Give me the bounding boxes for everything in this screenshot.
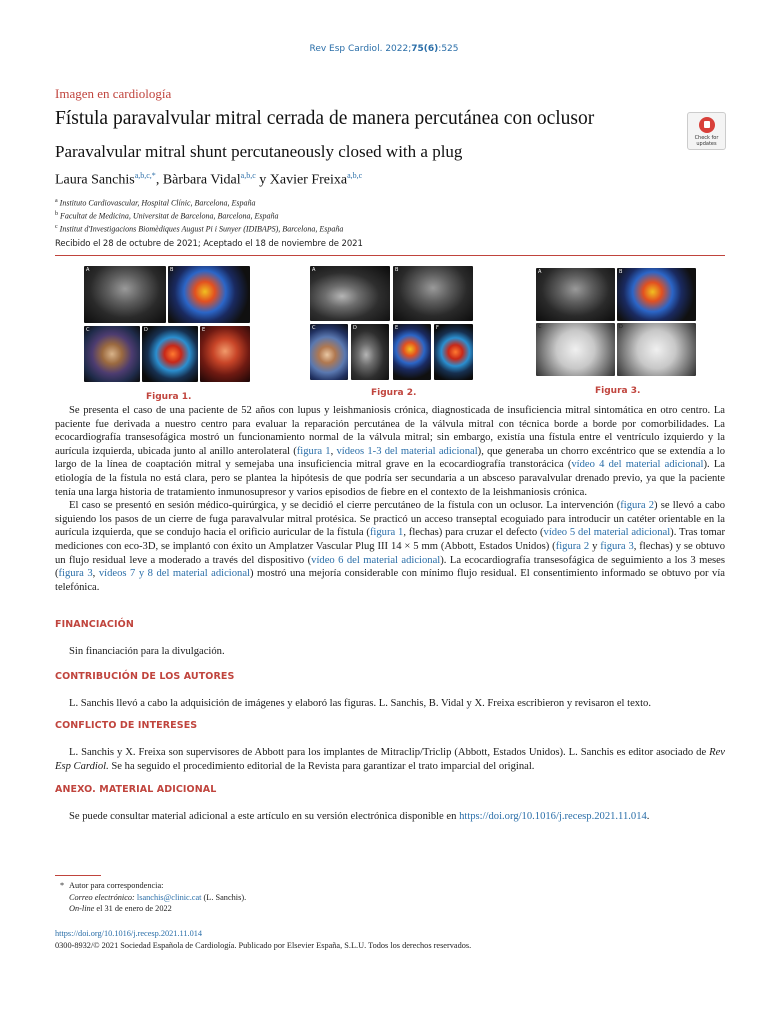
- figure-link[interactable]: figura 1: [296, 445, 331, 457]
- panel-letter: B: [170, 267, 174, 273]
- online-date: el 31 de enero de 2022: [94, 904, 172, 914]
- body-text-run: ), que generaba un chorro excéntrico que se extendía a lo largo de la línea de coaptación mitral y semejaba una insuficiencia mitral grave en la ecocardiografía transtorácica (: [55, 445, 725, 471]
- journal-name-italic: Rev Esp Cardiol.: [55, 747, 725, 772]
- author-affil-sup[interactable]: a,b,c: [240, 171, 256, 180]
- author-separator: ,: [155, 172, 163, 188]
- online-label: On-line: [69, 904, 95, 914]
- figure-link[interactable]: figura 3: [58, 568, 93, 580]
- body-paragraph-1: [55, 404, 725, 499]
- financiacion-text: Sin financiación para la divulgación.: [69, 646, 225, 657]
- author-separator: y: [255, 172, 270, 188]
- author-name: Bàrbara Vidal: [162, 172, 241, 188]
- author-name: Laura Sanchis: [55, 172, 135, 188]
- panel-letter: B: [619, 269, 623, 275]
- conflicto-text-run: L. Sanchis y X. Freixa son supervisores de Abbott para los implantes de Mitraclip/Triclip (Abbott, Estados Unidos). L. Sanchis es editor asociado de: [69, 747, 710, 758]
- panel-letter: D: [144, 327, 148, 333]
- figure-panel-doppler: [617, 268, 696, 321]
- anexo-text: [55, 810, 725, 824]
- footnote-star: *: [60, 881, 65, 890]
- panel-letter: F: [436, 325, 439, 331]
- figure-panel-echo: [393, 266, 473, 321]
- journal-issue: (6): [423, 44, 439, 54]
- figure-3[interactable]: [536, 268, 696, 376]
- footnote-divider: [55, 875, 101, 876]
- video-link[interactable]: vídeos 1-3 del material adicional: [336, 445, 478, 457]
- author-name: Xavier Freixa: [269, 172, 348, 188]
- figure-panel-echo: [310, 266, 390, 321]
- author-affil-sup[interactable]: a,b,c: [347, 171, 363, 180]
- panel-letter: C: [312, 325, 316, 331]
- figure-panel-doppler: [393, 324, 431, 380]
- article-title-es: Fístula paravalvular mitral cerrada de manera percutánea con oclusor: [55, 108, 595, 129]
- body-paragraph-2: [55, 499, 725, 594]
- conflicto-text: [55, 746, 725, 773]
- panel-letter: E: [202, 327, 206, 333]
- received-dates: Recibido el 28 de octubre de 2021; Aceptado el 18 de noviembre de 2021: [55, 239, 363, 249]
- panel-letter: D: [353, 325, 357, 331]
- video-link[interactable]: vídeo 5 del material adicional: [543, 527, 671, 539]
- affiliations: [55, 196, 343, 235]
- body-text-run: ,: [330, 445, 337, 457]
- affiliation-item: [55, 196, 343, 209]
- figure-panel-3d: [84, 326, 140, 382]
- journal-name: Rev Esp Cardiol.: [309, 44, 383, 54]
- bottom-doi-link[interactable]: https://doi.org/10.1016/j.recesp.2021.11.014: [55, 929, 203, 938]
- conflicto-text-run: Se ha seguido el procedimiento editorial de la Revista para garantizar el trato imparcial del original.: [108, 760, 535, 772]
- figure-panel-3d: [536, 323, 615, 376]
- article-title-en: Paravalvular mitral shunt percutaneously closed with a plug: [55, 142, 463, 161]
- email-link[interactable]: lsanchis@clinic.cat: [136, 892, 202, 902]
- bookmark-icon: [699, 117, 715, 133]
- copyright-line: 0300-8932/© 2021 Sociedad Española de Cardiología. Publicado por Elsevier España, S.L.U. Todos los derechos reservados.: [55, 940, 472, 950]
- anexo-text-run: .: [646, 811, 650, 822]
- contribucion-text: L. Sanchis llevó a cabo la adquisición de imágenes y elaboró las figuras. L. Sanchis, B. Vidal y X. Freixa escribieron y revisaron el texto.: [69, 698, 651, 709]
- figure-link[interactable]: figura 1: [369, 527, 404, 539]
- figure-link[interactable]: figura 3: [600, 540, 634, 552]
- panel-letter: D: [619, 324, 623, 330]
- figure-panel-echo: [351, 324, 389, 380]
- body-text-run: ,: [92, 568, 99, 580]
- check-for-updates-label: Check for updates: [694, 135, 719, 147]
- doi-link[interactable]: https://doi.org/10.1016/j.recesp.2021.11.014: [459, 811, 647, 822]
- affiliation-sup: a: [55, 198, 58, 204]
- anexo-text-run: Se puede consultar material adicional a este artículo en su versión electrónica disponible en: [69, 811, 460, 822]
- section-label: Imagen en cardiología: [55, 86, 172, 101]
- footnote-line: Autor para correspondencia:: [69, 881, 164, 890]
- figure-panel-echo: [536, 268, 615, 321]
- figure-panel-doppler: [168, 266, 250, 323]
- body-text-run: ) se llevó a cabo siguiendo los pasos de un cierre de fuga paravalvular mitral protésica. Se practicó un acceso transeptal ecoguiado para introducir un catéter orientable en la aurícula izquierda, que se condujo hacia el orificio auricular de la fístula (: [55, 500, 725, 539]
- panel-letter: C: [86, 327, 90, 333]
- figure-panel-3d-red: [200, 326, 250, 382]
- figure-3-caption[interactable]: Figura 3.: [595, 386, 641, 396]
- figure-1[interactable]: [84, 266, 250, 384]
- body-text-run: ) mostró una mejoría considerable con mínimo flujo residual. El consentimiento informado se obtuvo por vía telefónica.: [55, 568, 725, 593]
- journal-header[interactable]: [0, 44, 768, 54]
- body-text-run: ). La etiología de la fístula no está clara, pero se plantea la hipótesis de que podría ser secundaria a un absceso paravalvular drenado previo, ya que la paciente tenía una larga historia de tratamiento inmunosupresor y varios episodios de fiebre en el contexto de la leishmaniosis crónica.: [55, 459, 725, 498]
- footnote-correspondence: [55, 880, 246, 915]
- article-body: [55, 404, 725, 594]
- body-text-run: ). La ecocardiografía transesofágica de seguimiento a los 3 meses (: [55, 554, 725, 580]
- panel-letter: A: [312, 267, 316, 273]
- video-link[interactable]: vídeos 7 y 8 del material adicional: [98, 568, 250, 580]
- affiliation-sup: c: [55, 224, 58, 231]
- figure-panel-3d: [617, 323, 696, 376]
- affiliation-item: [55, 209, 343, 222]
- body-text-run: ). Tras tomar mediciones con eco-3D, se implantó con éxito un Amplatzer Vascular Plug III 14 × 5 mm (Abbott, Estados Unidos) (: [55, 527, 725, 552]
- header-divider: [55, 255, 725, 256]
- panel-letter: B: [395, 267, 399, 273]
- author-list: [55, 171, 362, 189]
- affiliation-text: Facultat de Medicina, Universitat de Barcelona, Barcelona, España: [60, 211, 279, 221]
- journal-volume: 75: [411, 44, 424, 54]
- email-after: (L. Sanchis).: [201, 892, 247, 902]
- figure-panel-echo: [84, 266, 166, 323]
- email-label: Correo electrónico:: [69, 892, 137, 902]
- heading-anexo: ANEXO. MATERIAL ADICIONAL: [55, 784, 217, 795]
- heading-conflicto: CONFLICTO DE INTERESES: [55, 720, 198, 731]
- body-text-run: , flechas) y se obtuvo un flujo residual leve a moderado a través del dispositivo (: [55, 540, 726, 566]
- body-text-run: El caso se presentó en sesión médico-quirúrgica, y se decidió el cierre percutáneo de la fístula con un oclusor. La intervención (: [69, 500, 621, 512]
- body-text-run: Se presenta el caso de una paciente de 52 años con lupus y leishmaniosis crónica, diagnosticada de insuficiencia mitral sintomática en otro centro. La paciente fue derivada a nuestro centro para evaluar la reparación percutánea de la válvula mitral con técnica borde a borde por comorbilidades. La ecocardiografía transesofágica mostró un funcionamiento normal de la válvula mitral; sin embargo, existía una fístula entre el ventrículo izquierdo y la aurícula izquierda, ubicada junto al anillo anterolateral (: [55, 405, 725, 457]
- figure-link[interactable]: figura 2: [620, 500, 655, 512]
- heading-contribucion: CONTRIBUCIÓN DE LOS AUTORES: [55, 671, 235, 682]
- footnotes: [55, 880, 246, 915]
- check-for-updates-badge[interactable]: [687, 112, 726, 150]
- affiliation-sup: b: [55, 211, 58, 218]
- figure-panel-3d-color: [142, 326, 198, 382]
- video-link[interactable]: vídeo 4 del material adicional: [571, 459, 704, 471]
- affiliation-text: Institut d'Investigacions Biomèdiques August Pi i Sunyer (IDIBAPS), Barcelona, España: [59, 224, 344, 234]
- panel-letter: A: [538, 269, 542, 275]
- journal-page: :525: [438, 44, 459, 54]
- footnote-online-line: [69, 903, 246, 915]
- figure-panel-doppler: [434, 324, 473, 380]
- panel-letter: A: [86, 267, 90, 273]
- footnote-email-line: [69, 892, 246, 904]
- body-text-run: y: [589, 540, 601, 552]
- bottom-info: [55, 928, 471, 951]
- figure-2[interactable]: [310, 266, 473, 380]
- panel-letter: E: [395, 325, 399, 331]
- figure-panel-3d: [310, 324, 348, 380]
- panel-letter: C: [538, 324, 542, 330]
- affiliation-item: [55, 222, 343, 235]
- video-link[interactable]: vídeo 6 del material adicional: [311, 554, 441, 566]
- figure-2-caption[interactable]: Figura 2.: [371, 388, 417, 398]
- body-text-run: , flechas) para cruzar el defecto (: [403, 527, 544, 539]
- figure-1-caption[interactable]: Figura 1.: [146, 392, 192, 402]
- affiliation-text: Instituto Cardiovascular, Hospital Clínic, Barcelona, España: [59, 198, 256, 208]
- author-affil-sup[interactable]: a,b,c,*: [134, 171, 156, 180]
- heading-financiacion: FINANCIACIÓN: [55, 619, 134, 630]
- figure-link[interactable]: figura 2: [555, 540, 590, 552]
- journal-year: 2022;: [385, 44, 412, 54]
